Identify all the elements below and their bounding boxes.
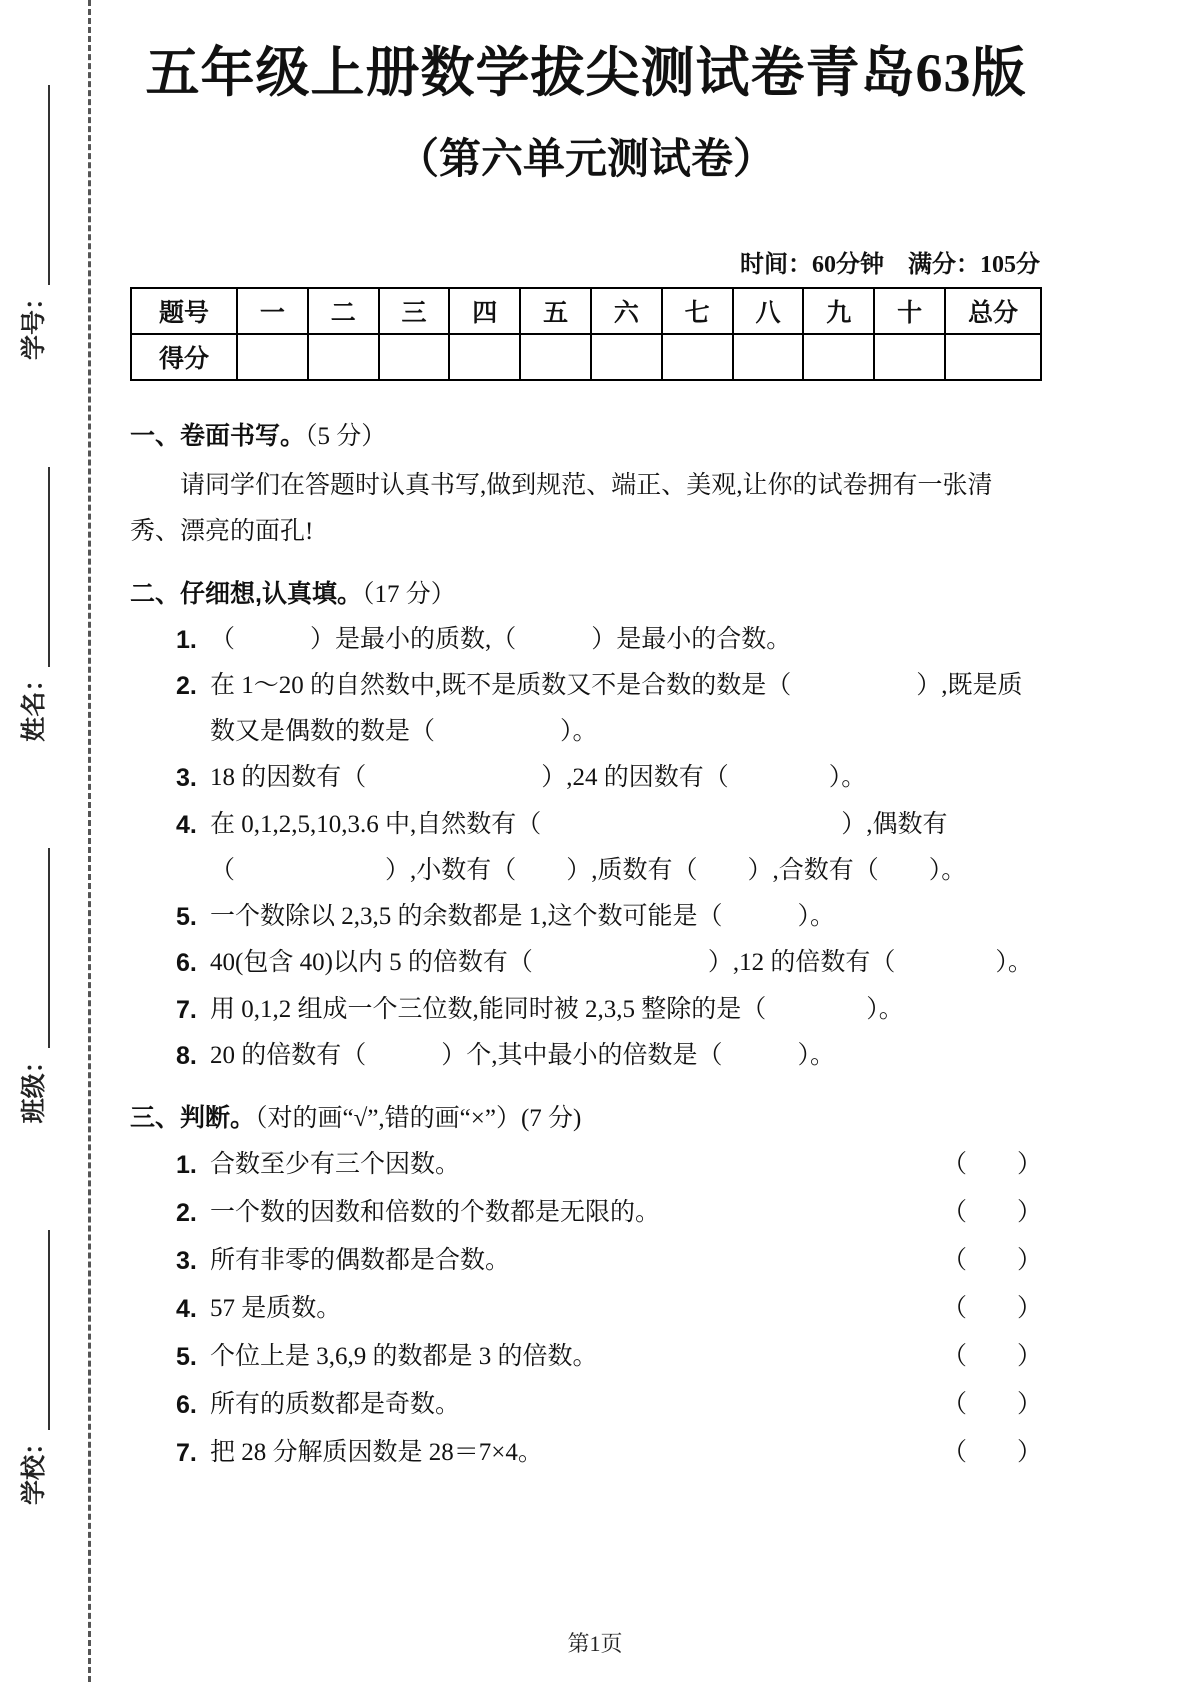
section-1-heading: [130, 415, 1042, 459]
binding-margin-fields: [14, 85, 50, 1505]
score-table-col-6: 六: [591, 288, 662, 334]
score-table-col-10: 十: [874, 288, 945, 334]
judge-item-2: [130, 1189, 1042, 1237]
fill-item-5-text: 一个数除以 2,3,5 的余数都是 1,这个数可能是（ ）。: [210, 903, 836, 931]
fill-item-7-number: 7.: [176, 995, 197, 1024]
judge-item-1: [130, 1141, 1042, 1189]
student-id-field: [14, 85, 50, 360]
judge-item-7: [130, 1429, 1042, 1477]
score-table-col-9: 九: [803, 288, 874, 334]
section-1-points: （5 分）: [305, 423, 387, 451]
fill-item-6-number: 6.: [176, 949, 197, 978]
school-field: [14, 1230, 50, 1505]
judge-item-4: [130, 1285, 1042, 1333]
score-table-col-3: 三: [379, 288, 450, 334]
fill-item-5-number: 5.: [176, 903, 197, 932]
judge-item-5-answer-blank: （ ）: [941, 1342, 1042, 1370]
fill-item-3: [130, 755, 1042, 801]
question-sections: [130, 415, 1042, 1477]
fill-item-5: [130, 894, 1042, 940]
fill-item-2-text: 在 1～20 的自然数中,既不是质数又不是合数的数是（ ）,既是质数又是偶数的数是（ ）。: [210, 671, 1023, 746]
judge-item-7-answer-blank: （ ）: [941, 1438, 1042, 1466]
fill-item-8-text: 20 的倍数有（ ）个,其中最小的倍数是（ ）。: [210, 1041, 836, 1069]
score-table-col-4: 四: [449, 288, 520, 334]
score-cell: [379, 334, 450, 380]
fill-item-8-number: 8.: [176, 1041, 197, 1070]
fill-item-7-text: 用 0,1,2 组成一个三位数,能同时被 2,3,5 整除的是（ ）。: [210, 995, 904, 1023]
student-id-blank-line: [23, 85, 51, 285]
score-table-col-7: 七: [662, 288, 733, 334]
judge-item-6-number: 6.: [176, 1390, 197, 1419]
judge-item-5-text: 个位上是 3,6,9 的数都是 3 的倍数。: [210, 1342, 598, 1370]
class-blank-line: [23, 848, 51, 1048]
fill-item-2-number: 2.: [176, 671, 197, 700]
fill-item-6-text: 40(包含 40)以内 5 的倍数有（ ）,12 的倍数有（ ）。: [210, 949, 1033, 977]
page-subtitle: （第六单元测试卷）: [396, 137, 775, 184]
fill-item-1-number: 1.: [176, 625, 197, 654]
fill-item-1: [130, 617, 1042, 663]
fill-item-4-text: 在 0,1,2,5,10,3.6 中,自然数有（ ）,偶数有（ ）,小数有（ ）,质数有（ ）,合数有（ ）。: [210, 810, 967, 884]
score-cell: [591, 334, 662, 380]
fill-item-4: [130, 802, 1042, 895]
class-field: [14, 848, 50, 1123]
judge-item-1-number: 1.: [176, 1150, 197, 1179]
score-cell: [803, 334, 874, 380]
score-table: [130, 287, 1042, 381]
score-table-col-2: 二: [308, 288, 379, 334]
judge-item-4-number: 4.: [176, 1294, 197, 1323]
fill-item-3-number: 3.: [176, 764, 197, 793]
fill-item-4-number: 4.: [176, 810, 197, 839]
fill-item-8: [130, 1033, 1042, 1079]
section-handwriting: [130, 415, 1042, 555]
section-2-title: 二、仔细想,认真填。: [130, 580, 362, 609]
section-1-title: 一、卷面书写。: [130, 422, 306, 451]
judge-item-4-answer-blank: （ ）: [941, 1294, 1042, 1322]
score-cell: [733, 334, 804, 380]
judge-item-4-text: 57 是质数。: [210, 1294, 342, 1322]
page-title: 五年级上册数学拔尖测试卷青岛63版: [145, 43, 1027, 103]
section-3-points: （对的画“√”,错的画“×”）(7 分): [255, 1105, 582, 1133]
score-table-col-total: 总分: [945, 288, 1041, 334]
student-id-label: 学号：: [21, 285, 48, 361]
section-true-false: [130, 1097, 1042, 1477]
judge-item-6-text: 所有的质数都是奇数。: [210, 1390, 461, 1418]
judge-item-1-answer-blank: （ ）: [941, 1150, 1042, 1178]
name-blank-line: [23, 467, 51, 667]
judge-item-7-number: 7.: [176, 1438, 197, 1467]
judge-item-2-answer-blank: （ ）: [941, 1198, 1042, 1226]
judge-item-2-text: 一个数的因数和倍数的个数都是无限的。: [210, 1198, 661, 1226]
section-3-heading: [130, 1097, 1042, 1141]
section-2-points: （17 分）: [361, 581, 456, 609]
section-2-heading: [130, 573, 1042, 617]
score-table-col-5: 五: [520, 288, 591, 334]
section-3-title: 三、判断。: [130, 1104, 256, 1133]
judge-item-2-number: 2.: [176, 1198, 197, 1227]
section-1-paragraph: 请同学们在答题时认真书写,做到规范、端正、美观,让你的试卷拥有一张清秀、漂亮的面孔!: [130, 471, 993, 545]
main-content: [130, 42, 1042, 1477]
judge-item-3-text: 所有非零的偶数都是合数。: [210, 1246, 511, 1274]
judge-item-3-answer-blank: （ ）: [941, 1246, 1042, 1274]
judge-item-5: [130, 1333, 1042, 1381]
score-cell: [308, 334, 379, 380]
binding-dashed-line: [88, 0, 91, 1682]
page-number: 第1页: [567, 1631, 623, 1656]
judge-item-1-text: 合数至少有三个因数。: [210, 1150, 461, 1178]
class-label: 班级：: [21, 1048, 48, 1124]
fill-item-6: [130, 940, 1042, 986]
judge-item-6: [130, 1381, 1042, 1429]
fill-item-7: [130, 987, 1042, 1033]
school-label: 学校：: [21, 1429, 48, 1505]
score-cell: [237, 334, 308, 380]
score-cell: [520, 334, 591, 380]
judge-item-5-number: 5.: [176, 1342, 197, 1371]
exam-meta: 时间：60分钟 满分：105分: [740, 252, 1040, 279]
score-cell: [945, 334, 1041, 380]
judge-item-7-text: 把 28 分解质因数是 28＝7×4。: [210, 1438, 543, 1466]
school-blank-line: [23, 1230, 51, 1430]
score-cell: [874, 334, 945, 380]
score-table-col-1: 一: [237, 288, 308, 334]
score-cell: [662, 334, 733, 380]
name-label: 姓名：: [21, 666, 48, 742]
fill-item-2: [130, 663, 1042, 756]
score-table-label-question-number: 题号: [131, 288, 237, 334]
fill-item-1-text: （ ）是最小的质数,（ ）是最小的合数。: [210, 625, 792, 653]
score-table-col-8: 八: [733, 288, 804, 334]
section-fill-blanks: [130, 573, 1042, 1079]
judge-item-6-answer-blank: （ ）: [941, 1390, 1042, 1418]
score-cell: [449, 334, 520, 380]
score-table-header-row: [131, 288, 1041, 334]
name-field: [14, 467, 50, 742]
score-table-score-row: [131, 334, 1041, 380]
score-table-label-score: 得分: [131, 334, 237, 380]
fill-item-3-text: 18 的因数有（ ）,24 的因数有（ ）。: [210, 764, 867, 792]
judge-item-3: [130, 1237, 1042, 1285]
judge-item-3-number: 3.: [176, 1246, 197, 1275]
